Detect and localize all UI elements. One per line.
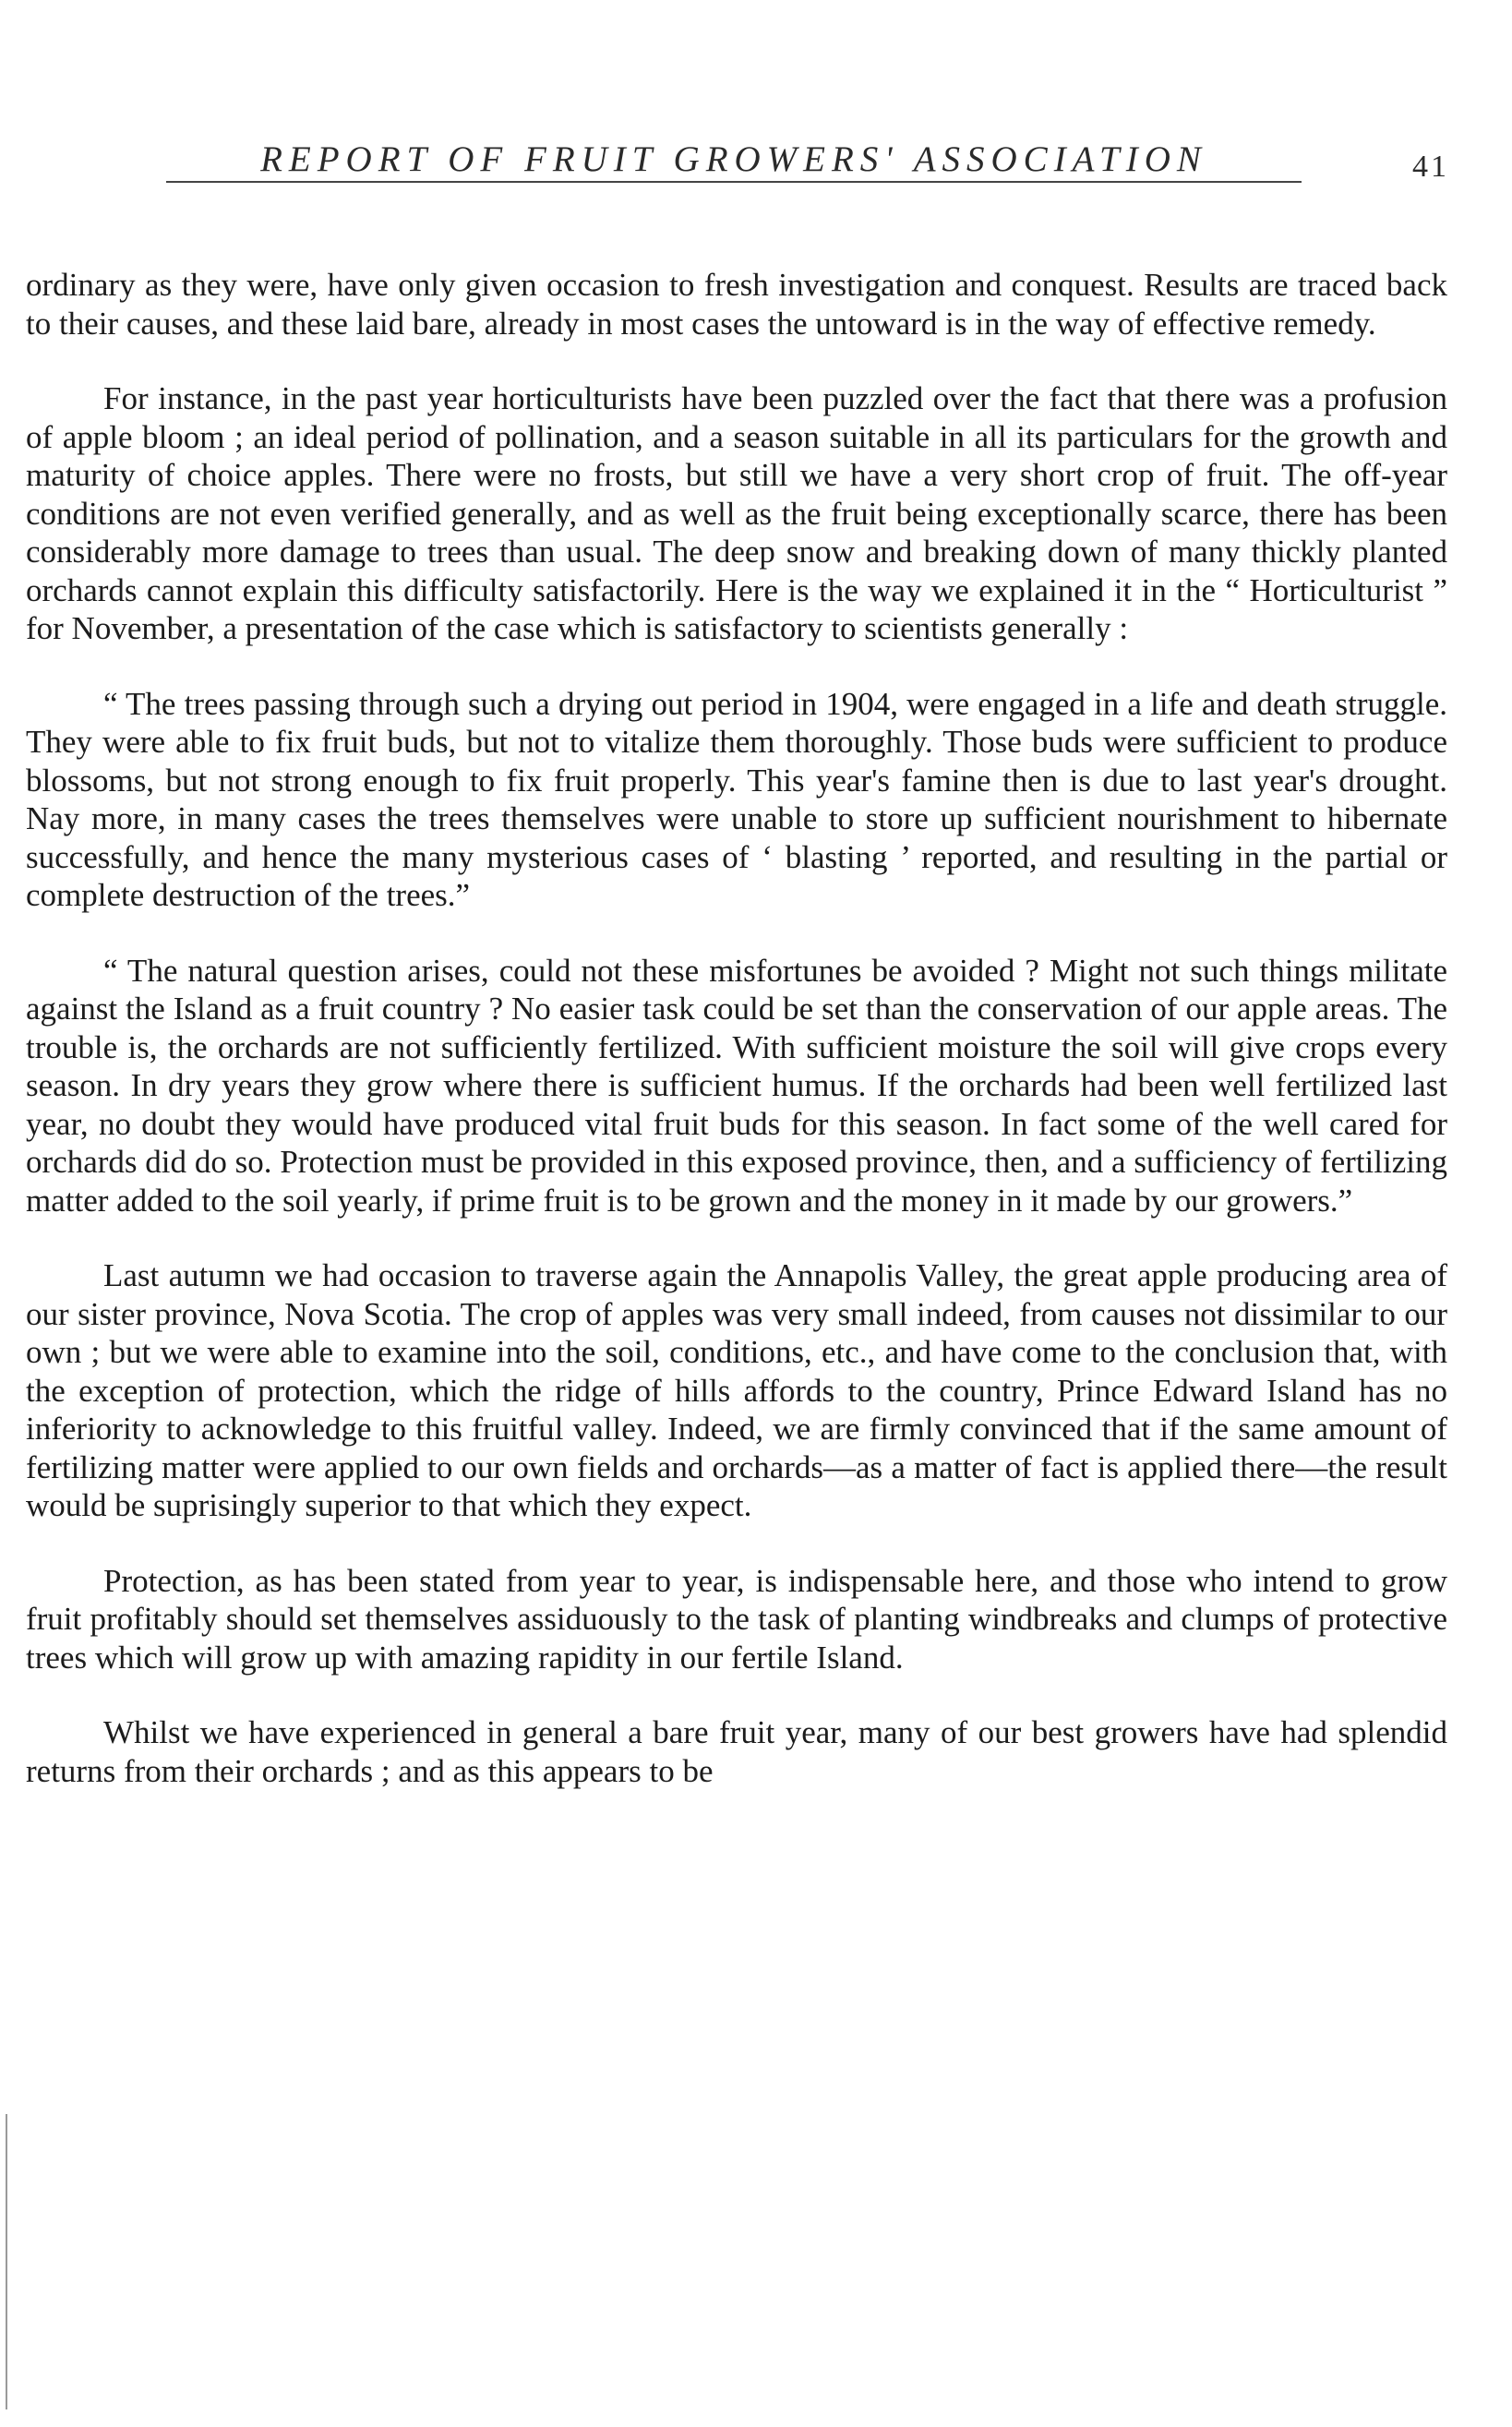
page-number: 41 <box>1412 150 1449 184</box>
running-title: REPORT OF FRUIT GROWERS' ASSOCIATION <box>260 139 1207 179</box>
body-text <box>26 266 1447 1827</box>
running-header <box>166 138 1302 185</box>
paragraph-instance: For instance, in the past year horticulturists have been puzzled over the fact that there was a profusion of apple bloom ; an ideal period of pollination, and a season suitable in all its particulars for the growth and maturity of choice apples. There were no frosts, but still we have a very short crop of fruit. The off-year conditions are not even verified generally, and as well as the fruit being exceptionally scarce, there has been considerably more damage to trees than usual. The deep snow and breaking down of many thickly planted orchards cannot explain this difficulty satisfactorily. Here is the way we explained it in the “ Horticulturist ” for November, a presentation of the case which is satisfactory to scientists generally : <box>26 380 1447 646</box>
paragraph-whilst: Whilst we have experienced in general a bare fruit year, many of our best growers have had splendid returns from their orchards ; and as this appears to be <box>26 1714 1447 1789</box>
header-rule <box>166 181 1302 183</box>
paragraph-annapolis: Last autumn we had occasion to traverse again the Annapolis Valley, the great apple producing area of our sister province, Nova Scotia. The crop of apples was very small indeed, from causes not dissimilar to our own ; but we were able to examine into the soil, conditions, etc., and have come to the conclusion that, with the exception of protection, which the ridge of hills affords to the country, Prince Edward Island has no inferiority to acknowledge to this fruitful valley. Indeed, we are firmly convinced that if the same amount of fertilizing matter were applied to our own fields and orchards—as a matter of fact is applied there—the result would be suprisingly superior to that which they expect. <box>26 1257 1447 1523</box>
paragraph-protection: Protection, as has been stated from year to year, is indispensable here, and those who intend to grow fruit profitably should set themselves assiduously to the task of planting windbreaks and clumps of protective trees which will grow up with amazing rapidity in our fertile Island. <box>26 1562 1447 1676</box>
paragraph-quote-trees: “ The trees passing through such a drying out period in 1904, were engaged in a life and death struggle. They were able to fix fruit buds, but not to vitalize them thoroughly. Those buds were sufficient to produce blossoms, but not strong enough to fix fruit properly. This year's famine then is due to last year's drought. Nay more, in many cases the trees themselves were unable to store up sufficient nourishment to hibernate successfully, and hence the many mysterious cases of ‘ blasting ’ reported, and resulting in the partial or complete destruction of the trees.” <box>26 685 1447 913</box>
paragraph-continued: ordinary as they were, have only given occasion to fresh investigation and conquest. Results are traced back to their causes, and these laid bare, already in most cases the untoward is in the way of effective remedy. <box>26 267 1447 342</box>
paragraph-quote-question: “ The natural question arises, could not these misfortunes be avoided ? Might not such things militate against the Island as a fruit country ? No easier task could be set than the conservation of our apple areas. The trouble is, the orchards are not sufficiently fertilized. With sufficient moisture the soil will give crops every season. In dry years they grow where there is sufficient humus. If the orchards had been well fertilized last year, no doubt they would have produced vital fruit buds for this season. In fact some of the well cared for orchards did do so. Protection must be provided in this exposed province, then, and a sufficiency of fertilizing matter added to the soil yearly, if prime fruit is to be grown and the money in it made by our growers.” <box>26 952 1447 1219</box>
scan-edge-mark <box>6 2114 7 2409</box>
